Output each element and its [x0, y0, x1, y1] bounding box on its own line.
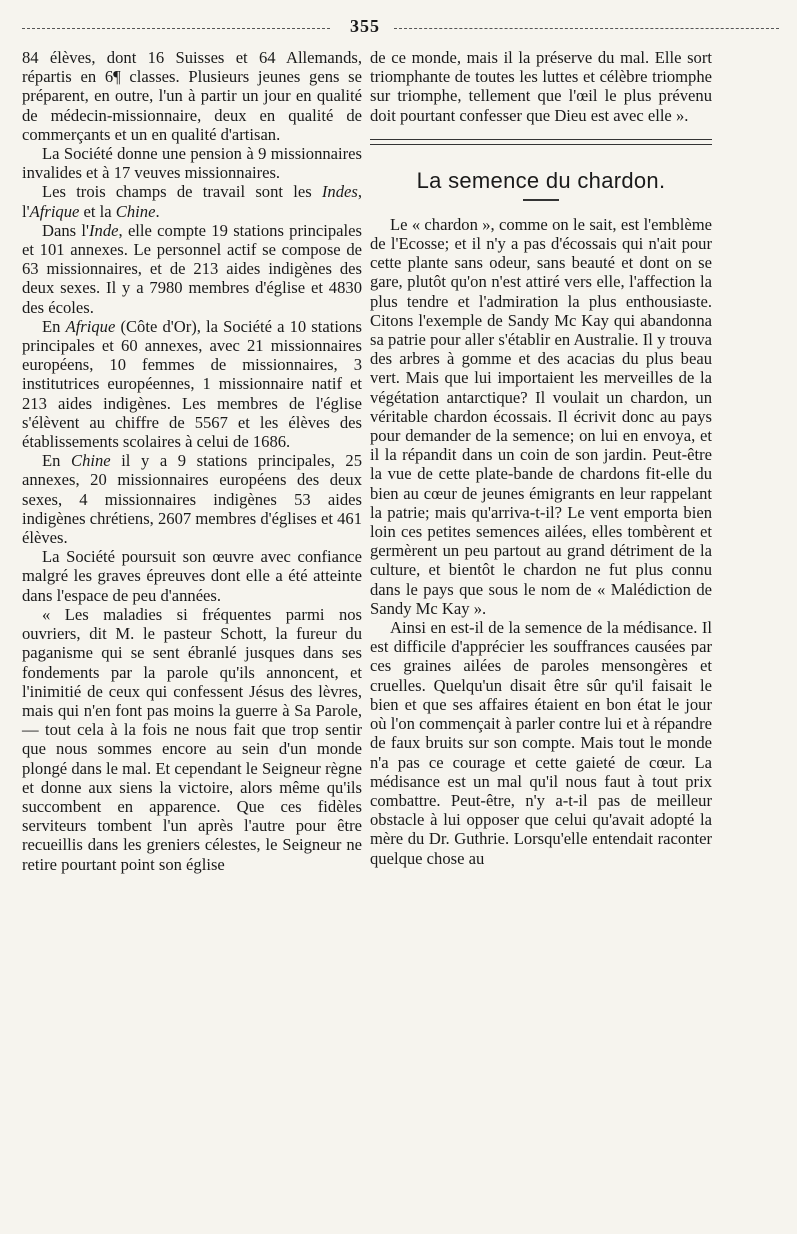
article-paragraph: Ainsi en est-il de la semence de la médisance. Il est difficile d'apprécier les souffrances causées par ces graines ailées de paroles mensongères et cruelles. Quelqu'un disait être sûr qu'il faisait le bien et que ses affaires étaient en bon état le jour où l'on commençait à parler contre lui et à répandre de faux bruits sur son compte. Mais tout le monde n'a pas ce courage et cette gaieté de cœur. La médisance est un mal qu'il nous faut à tout prix combattre. Peut-être, n'y a-t-il pas de meilleur obstacle à lui opposer que celui qu'avait adopté la mère du Dr. Guthrie. Lorsqu'elle entendait raconter quelque chose au: [370, 618, 712, 868]
text-run: En: [42, 451, 71, 471]
body-paragraph: [22, 547, 362, 605]
body-paragraph: [22, 144, 362, 182]
text-run: , l': [22, 182, 362, 221]
text-run: .: [155, 201, 160, 221]
body-paragraph: [22, 451, 362, 547]
italic-text: Afrique: [65, 316, 116, 336]
page-number: 355: [350, 16, 380, 36]
italic-text: Afrique: [29, 201, 80, 221]
text-run: La Société poursuit son œuvre avec confiance malgré les graves épreuves dont elle a été atteinte dans l'espace de peu d'années.: [22, 547, 362, 605]
section-divider: [370, 139, 712, 145]
text-run: , elle compte 19 stations principales et 101 annexes. Le personnel actif se compose de 63 missionnaires, et de 213 aides indigènes des deux sexes. Il y a 7980 membres d'église et 4830 des écoles.: [22, 220, 362, 317]
header-rule-right: [394, 28, 779, 29]
body-paragraph: [22, 48, 362, 144]
header-rule-left: [22, 28, 330, 29]
text-run: et la: [79, 201, 116, 221]
body-paragraph: [22, 605, 362, 874]
text-run: 84 élèves, dont 16 Suisses et 64 Allemands, répartis en 6¶ classes. Plusieurs jeunes gens se préparent, en outre, l'un à partir un jour en qualité de médecin-missionnaire, deux en qualité de commerçants et un en qualité d'artisan.: [22, 48, 362, 144]
text-run: « Les maladies si fréquentes parmi nos ouvriers, dit M. le pasteur Schott, la fureur du paganisme qui se sent ébranlé jusques dans ses fondements par la parole qu'ils annoncent, et l'inimitié de ceux qui confessent Jésus des lèvres, mais qui n'en font pas moins la guerre à Sa Parole, — tout cela à la fois ne nous fait que trop sentir que nous sommes encore au sein d'un monde plongé dans le mal. Et cependant le Seigneur règne et donne aux siens la victoire, alors même qu'ils succombent en apparence. Que ces fidèles serviteurs tombent l'un après l'autre pour être recueillis dans les greniers célestes, le Seigneur ne retire pourtant point son église: [22, 604, 362, 874]
text-run: Les trois champs de travail sont les: [42, 182, 322, 202]
italic-text: Chine: [71, 451, 111, 471]
text-run: En: [42, 316, 66, 336]
body-paragraph: [22, 182, 362, 220]
body-paragraph: [22, 317, 362, 451]
text-run: La Société donne une pension à 9 missionnaires invalides et à 17 veuves missionnaires.: [22, 144, 362, 183]
article-paragraph: Le « chardon », comme on le sait, est l'emblème de l'Ecosse; et il n'y a pas d'écossais qui n'ait pour cette plante sans odeur, sans beauté et dont on se gare, plutôt qu'on n'est attiré vers elle, l'affection la plus tendre et l'admiration la plus enthousiaste. Citons l'exemple de Sandy Mc Kay qui abandonna sa patrie pour aller s'établir en Australie. Il y trouva des arbres à gomme et des acacias du plus beau vert. Mais que lui importaient les merveilles de la végétation antarctique? Il voulait un chardon, un véritable chardon écossais. Il écrivit donc au pays pour demander de la semence; on lui en envoya, et il la répandit dans un coin de son jardin. Peut-être la vue de cette plate-bande de chardons fit-elle du bien au cœur de jeunes émigrants en leur rappelant la patrie; mais qu'arriva-t-il? Le vent emporta bien loin ces petites semences ailées, elles tombèrent et germèrent un peu partout au grand détriment de la culture, et bientôt le chardon ne fut plus connu dans le pays que sous le nom de « Malédiction de Sandy Mc Kay ».: [370, 214, 712, 618]
left-column: [22, 48, 362, 874]
article-title: La semence du chardon.: [416, 167, 666, 193]
italic-text: Inde: [89, 220, 119, 240]
page-header: [22, 14, 779, 44]
text-run: il y a 9 stations principales, 25 annexes, 20 missionnaires européens des deux sexes, 4 missionnaires indigènes 53 aides indigènes chrétiens, 2607 membres d'églises et 461 élèves.: [22, 451, 362, 548]
italic-text: Indes: [321, 182, 358, 202]
italic-text: Chine: [115, 201, 156, 221]
right-column: [370, 48, 712, 868]
text-run: Dans l': [42, 220, 89, 240]
title-underline: [523, 199, 559, 201]
text-run: (Côte d'Or), la Société a 10 stations principales et 60 annexes, avec 21 missionnaires européens, 10 femmes de missionnaires, 3 institutrices européennes, 1 missionnaire natif et 213 aides indigènes. Les membres de l'église s'élèvent au chiffre de 5567 et les élèves des établissements scolaires à celui de 1686.: [22, 316, 362, 452]
continued-paragraph: de ce monde, mais il la préserve du mal. Elle sort triomphante de toutes les luttes et célèbre triomphe sur triomphe, tellement que l'œil le plus prévenu doit pourtant confesser que Dieu est avec elle ».: [370, 48, 712, 125]
body-paragraph: [22, 221, 362, 317]
